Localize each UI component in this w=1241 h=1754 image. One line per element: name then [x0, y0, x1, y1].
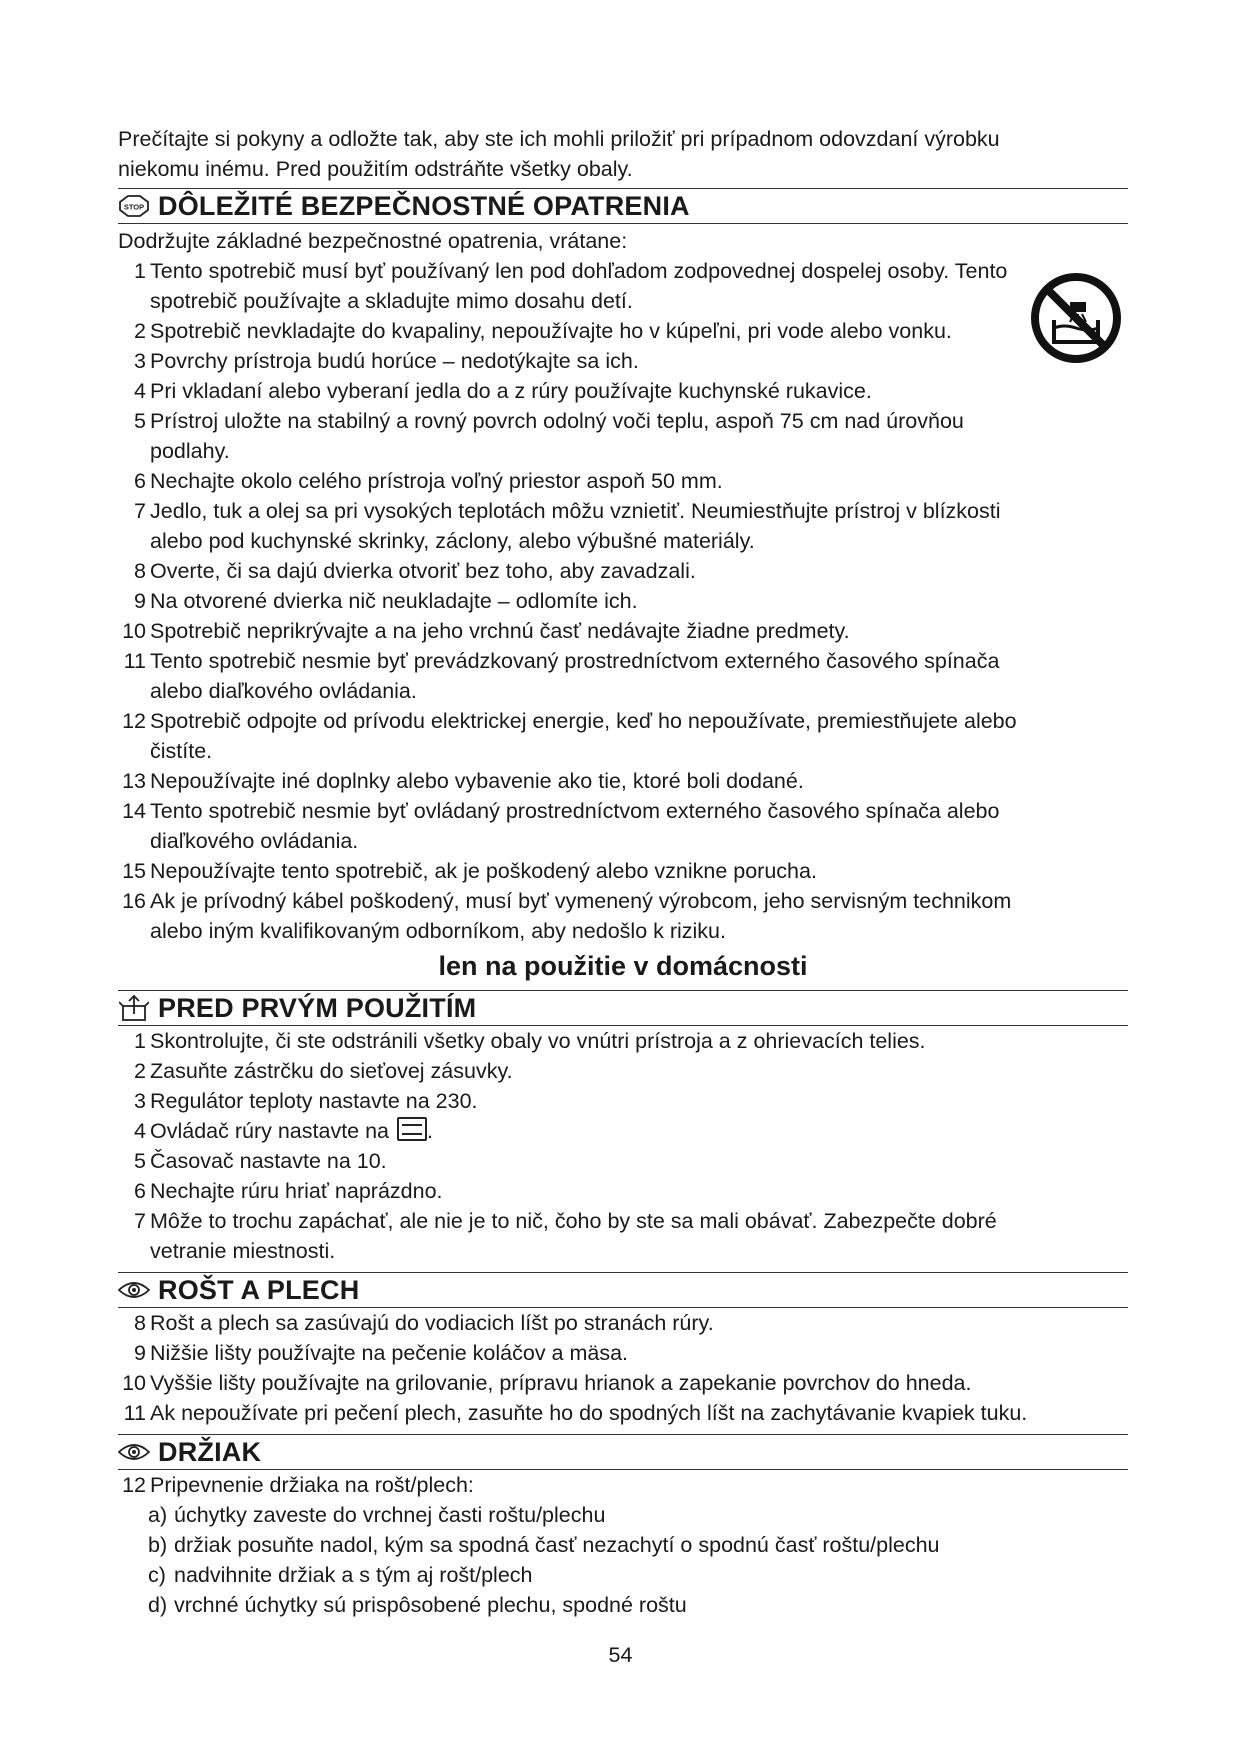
item-text: Tento spotrebič nesmie byť ovládaný prostredníctvom externého časového spínača alebo — [150, 799, 1000, 823]
list-item — [118, 346, 1128, 376]
item-text: Spotrebič neprikrývajte a na jeho vrchnú časť nedávajte žiadne predmety. — [150, 619, 850, 643]
item-number: 2 — [134, 319, 146, 343]
item-text: čistíte. — [150, 739, 213, 763]
list-item — [118, 1470, 1128, 1500]
section-title: ROŠT A PLECH — [158, 1274, 360, 1305]
item-text: Rošt a plech sa zasúvajú do vodiacich líšt po stranách rúry. — [150, 1311, 714, 1335]
rack-heading — [118, 1272, 1128, 1308]
sub-item-text: vrchné úchytky sú prispôsobené plechu, spodné roštu — [174, 1593, 687, 1617]
item-number: 10 — [122, 1371, 146, 1395]
item-number: 12 — [122, 1473, 146, 1497]
eye-icon — [118, 1276, 150, 1304]
item-text: Nechajte rúru hriať naprázdno. — [150, 1179, 443, 1203]
sub-item-text: nadvihnite držiak a s tým aj rošt/plech — [174, 1563, 533, 1587]
item-number: 8 — [134, 1311, 146, 1335]
list-item — [118, 886, 1128, 946]
sub-item-letter: d) — [148, 1593, 168, 1617]
first-use-list — [118, 1026, 1128, 1266]
item-text: Nechajte okolo celého prístroja voľný priestor aspoň 50 mm. — [150, 469, 723, 493]
item-text: Ak nepoužívate pri pečení plech, zasuňte ho do spodných líšt na zachytávanie kvapiek tuku. — [150, 1401, 1028, 1425]
item-number: 14 — [122, 799, 146, 823]
item-number: 1 — [134, 1029, 146, 1053]
item-text — [150, 1116, 1128, 1146]
holder-sub-list — [118, 1500, 1128, 1620]
list-item — [118, 856, 1128, 886]
list-item — [118, 706, 1128, 766]
list-item — [118, 646, 1128, 706]
item-number: 15 — [122, 859, 146, 883]
item-number: 5 — [134, 409, 146, 433]
list-item — [118, 316, 1128, 346]
item-number: 3 — [134, 1089, 146, 1113]
list-item — [118, 376, 1128, 406]
item-text: Spotrebič odpojte od prívodu elektrickej energie, keď ho nepoužívate, premiestňujete alebo — [150, 709, 1017, 733]
eye-icon — [118, 1438, 150, 1466]
item-number: 9 — [134, 1341, 146, 1365]
sub-item-letter: b) — [148, 1533, 168, 1557]
page-content — [118, 124, 1128, 1620]
item-text: Pripevnenie držiaka na rošt/plech: — [150, 1473, 474, 1497]
item-text: Spotrebič nevkladajte do kvapaliny, nepoužívajte ho v kúpeľni, pri vode alebo vonku. — [150, 319, 952, 343]
item-text: Povrchy prístroja budú horúce – nedotýkajte sa ich. — [150, 349, 639, 373]
item-number: 8 — [134, 559, 146, 583]
item-number: 10 — [122, 619, 146, 643]
item-text: Regulátor teploty nastavte na 230. — [150, 1089, 478, 1113]
sub-item — [118, 1560, 1128, 1590]
safety-lead: Dodržujte základné bezpečnostné opatrenia, vrátane: — [118, 229, 628, 253]
item-number: 2 — [134, 1059, 146, 1083]
item-number: 7 — [134, 1209, 146, 1233]
item-text: Overte, či sa dajú dvierka otvoriť bez toho, aby zavadzali. — [150, 559, 696, 583]
item-text: Tento spotrebič musí byť používaný len pod dohľadom zodpovednej dospelej osoby. Tento — [150, 259, 1008, 283]
safety-heading — [118, 188, 1128, 224]
item-number: 11 — [123, 1401, 146, 1425]
svg-text:STOP: STOP — [123, 202, 145, 212]
sub-item — [118, 1590, 1128, 1620]
list-item — [118, 766, 1128, 796]
section-title: PRED PRVÝM POUŽITÍM — [158, 992, 477, 1023]
list-item — [118, 1026, 1128, 1056]
item-text: Skontrolujte, či ste odstránili všetky obaly vo vnútri prístroja a z ohrievacích telies. — [150, 1029, 926, 1053]
item-number: 4 — [134, 379, 146, 403]
item-text: Môže to trochu zapáchať, ale nie je to nič, čoho by ste sa mali obávať. Zabezpečte dobré — [150, 1209, 997, 1233]
sub-item-letter: c) — [148, 1563, 166, 1587]
item-text: Tento spotrebič nesmie byť prevádzkovaný prostredníctvom externého časového spínača — [150, 649, 1000, 673]
item-text: diaľkového ovládania. — [150, 829, 359, 853]
list-item — [118, 466, 1128, 496]
item-text: Nižšie lišty používajte na pečenie koláčov a mäsa. — [150, 1341, 629, 1365]
stop-icon — [118, 192, 150, 220]
page-number: 54 — [608, 1643, 633, 1667]
list-item — [118, 616, 1128, 646]
item-number: 4 — [134, 1119, 146, 1143]
item-text: Prístroj uložte na stabilný a rovný povrch odolný voči teplu, aspoň 75 cm nad úrovňou — [150, 409, 964, 433]
item-text: Na otvorené dvierka nič neukladajte – odlomíte ich. — [150, 589, 638, 613]
no-water-warning-icon — [1030, 272, 1122, 364]
sub-item — [118, 1530, 1128, 1560]
item-number: 1 — [134, 259, 146, 283]
list-item — [118, 496, 1128, 556]
sub-item — [118, 1500, 1128, 1530]
item-text: spotrebič používajte a skladujte mimo dosahu detí. — [150, 289, 633, 313]
item-text: podlahy. — [150, 439, 230, 463]
list-item — [118, 1056, 1128, 1086]
section-title: DÔLEŽITÉ BEZPEČNOSTNÉ OPATRENIA — [158, 190, 690, 221]
safety-list — [118, 256, 1128, 946]
item-text: Vyššie lišty používajte na grilovanie, prípravu hrianok a zapekanie povrchov do hneda. — [150, 1371, 972, 1395]
intro-text — [118, 124, 1128, 184]
item-text: alebo pod kuchynské skrinky, záclony, alebo výbušné materiály. — [150, 529, 755, 553]
sub-item-text: úchytky zaveste do vrchnej časti roštu/plechu — [174, 1503, 606, 1527]
item-number: 7 — [134, 499, 146, 523]
item-text: Ak je prívodný kábel poškodený, musí byť vymenený výrobcom, jeho servisným technikom — [150, 889, 1012, 913]
list-item — [118, 796, 1128, 856]
item-text: alebo iným kvalifikovaným odborníkom, aby nedošlo k riziku. — [150, 919, 726, 943]
rack-list — [118, 1308, 1128, 1428]
item-text: Jedlo, tuk a olej sa pri vysokých teplotách môžu vznietiť. Neumiestňujte prístroj v blízkosti — [150, 499, 1001, 523]
oven-mode-icon — [397, 1117, 427, 1141]
household-note: len na použitie v domácnosti — [438, 951, 808, 981]
item-text: vetranie miestnosti. — [150, 1239, 336, 1263]
item-number: 9 — [134, 589, 146, 613]
section-title: DRŽIAK — [158, 1436, 262, 1467]
item-number: 12 — [122, 709, 146, 733]
unbox-icon — [118, 994, 150, 1022]
list-item — [118, 1086, 1128, 1116]
item-text: Zasuňte zástrčku do sieťovej zásuvky. — [150, 1059, 513, 1083]
list-item — [118, 1338, 1128, 1368]
list-item — [118, 556, 1128, 586]
list-item — [118, 1176, 1128, 1206]
item-number: 13 — [122, 769, 146, 793]
item-number: 11 — [123, 649, 146, 673]
sub-item-letter: a) — [148, 1503, 168, 1527]
first-use-heading — [118, 990, 1128, 1026]
item-text: Pri vkladaní alebo vyberaní jedla do a z rúry používajte kuchynské rukavice. — [150, 379, 872, 403]
item-number: 6 — [134, 469, 146, 493]
item-text: Časovač nastavte na 10. — [150, 1149, 387, 1173]
list-item — [118, 1308, 1128, 1338]
item-text-part: Ovládač rúry nastavte na — [150, 1119, 390, 1143]
item-number: 3 — [134, 349, 146, 373]
list-item — [118, 586, 1128, 616]
list-item — [118, 1206, 1128, 1266]
list-item — [118, 1146, 1128, 1176]
list-item — [118, 1116, 1128, 1146]
item-text: Nepoužívajte tento spotrebič, ak je poškodený alebo vznikne porucha. — [150, 859, 817, 883]
list-item — [118, 406, 1128, 466]
item-number: 16 — [122, 889, 146, 913]
intro-line: Prečítajte si pokyny a odložte tak, aby ste ich mohli priložiť pri prípadnom odovzdaní výrobku — [118, 127, 1000, 151]
item-text: Nepoužívajte iné doplnky alebo vybavenie ako tie, ktoré boli dodané. — [150, 769, 804, 793]
intro-line: niekomu inému. Pred použitím odstráňte všetky obaly. — [118, 157, 633, 181]
item-number: 5 — [134, 1149, 146, 1173]
sub-item-text: držiak posuňte nadol, kým sa spodná časť nezachytí o spodnú časť roštu/plechu — [174, 1533, 940, 1557]
list-item — [118, 1368, 1128, 1398]
list-item — [118, 256, 1128, 316]
holder-heading — [118, 1434, 1128, 1470]
item-number: 6 — [134, 1179, 146, 1203]
item-text: alebo diaľkového ovládania. — [150, 679, 417, 703]
list-item — [118, 1398, 1128, 1428]
item-text-part: . — [427, 1119, 433, 1143]
